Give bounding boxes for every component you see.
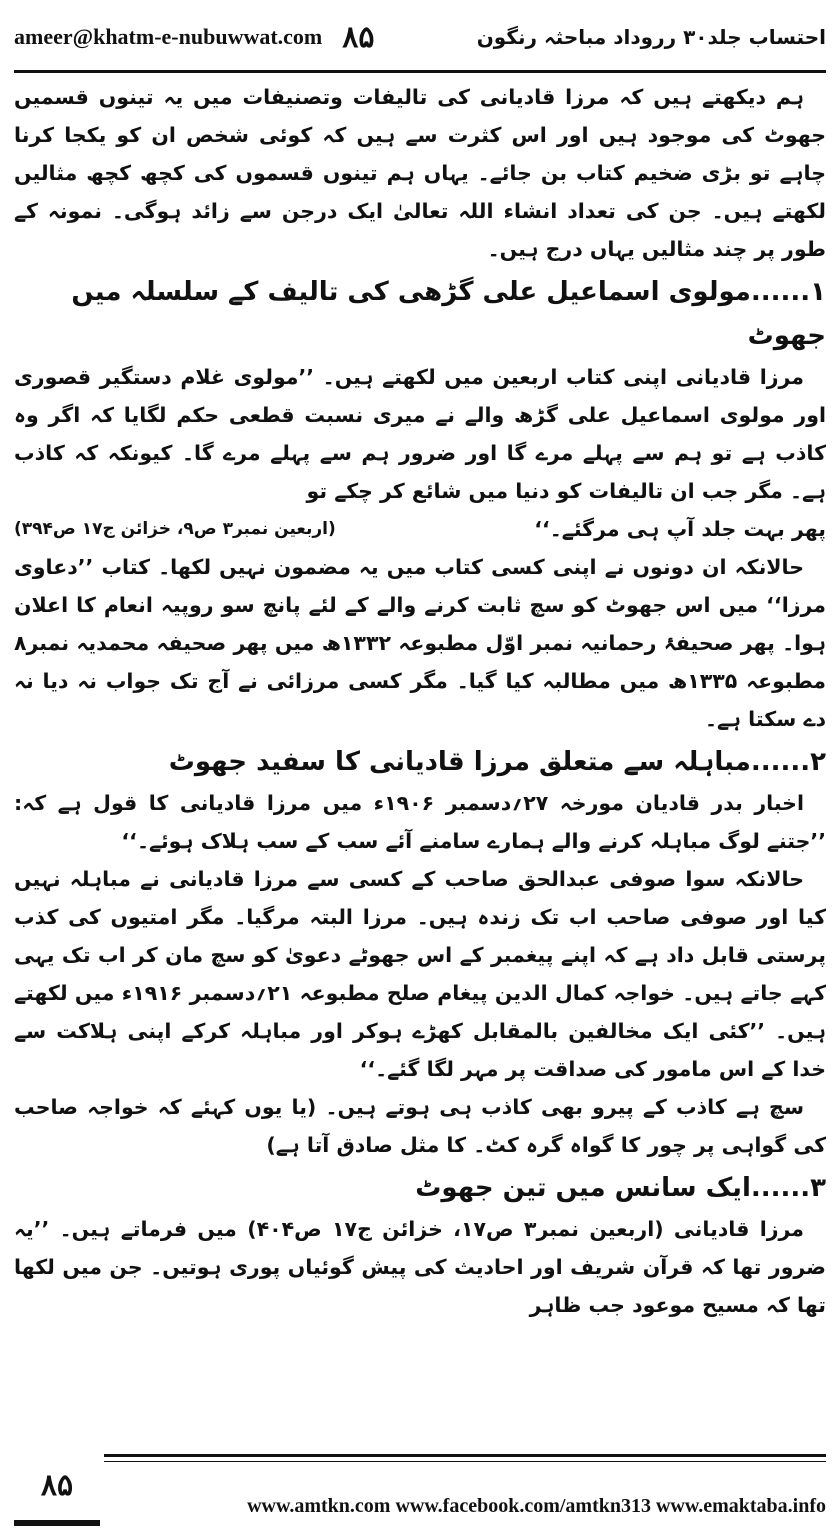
header-page-number: ۸۵: [342, 19, 375, 55]
header-divider: [14, 70, 826, 73]
quote-end-line: [14, 510, 826, 548]
heading-section-1: ۱......مولوی اسماعیل علی گڑھی کی تالیف کے سلسلہ میں جھوٹ: [71, 277, 826, 351]
paragraph-three-lies: مرزا قادیانی (اربعین نمبر۳ ص۱۷، خزائن ج۱۷ ص۴۰۴) میں فرماتے ہیں۔ ’’یہ ضرور تھا کہ قرآن شریف اور احادیث کی پیش گوئیاں پوری ہوتیں۔ جن میں لکھا تھا کہ مسیح موعود جب ظاہر: [14, 1217, 826, 1317]
footer-links[interactable]: www.amtkn.com www.facebook.com/amtkn313 www.emaktaba.info: [247, 1495, 826, 1517]
quote-end-text: پھر بہت جلد آپ ہی مرگئے۔‘‘: [534, 517, 826, 541]
citation-reference: (اربعین نمبر۳ ص۹، خزائن ج۱۷ ص۳۹۴): [14, 519, 336, 539]
footer-divider: [104, 1454, 826, 1457]
heading-section-2: ۲......مباہلہ سے متعلق مرزا قادیانی کا سفید جھوٹ: [168, 747, 826, 777]
book-title: احتساب جلد۳۰ رروداد مباحثہ رنگون: [476, 25, 826, 49]
paragraph-followers: سچ ہے کاذب کے پیرو بھی کاذب ہی ہوتے ہیں۔ (یا یوں کہئے کہ خواجہ صاحب کی گواہی پر چور کا گواہ گرہ کٹ۔ کا مثل صادق آتا ہے): [14, 1095, 826, 1157]
footer-divider-thin: [104, 1461, 826, 1462]
page-header: [14, 8, 826, 66]
heading-section-3: ۳......ایک سانس میں تین جھوٹ: [415, 1173, 826, 1203]
header-email[interactable]: ameer@khatm-e-nubuwwat.com: [14, 24, 323, 49]
header-left: [14, 20, 375, 55]
paragraph-rebuttal: حالانکہ ان دونوں نے اپنی کسی کتاب میں یہ مضمون نہیں لکھا۔ کتاب ’’دعاوی مرزا‘‘ میں اس جھوٹ کو سچ ثابت کرنے والے کے لئے پانچ سو روپیہ انعام کا اعلان ہوا۔ پھر صحیفۂ رحمانیہ نمبر اوّل مطبوعہ ۱۳۳۲ھ میں پھر صحیفہ محمدیہ نمبر۸ مطبوعہ ۱۳۳۵ھ میں مطالبہ کیا گیا۔ مگر کسی مرزائی نے آج تک جواب نہ دیا نہ دے سکتا ہے۔: [14, 555, 826, 731]
footer-page-number: ۸۵: [40, 1467, 74, 1503]
paragraph-badr-quote: اخبار بدر قادیان مورخہ ۲۷؍دسمبر ۱۹۰۶ء میں مرزا قادیانی کا قول ہے کہ: ’’جتنے لوگ مباہلہ کرنے والے ہمارے سامنے آئے سب کے سب ہلاک ہوئے۔‘‘: [14, 791, 826, 853]
footer-number-underline: [14, 1520, 100, 1526]
paragraph-sufi-abdulhaq: حالانکہ سوا صوفی عبدالحق صاحب کے کسی سے مرزا قادیانی نے مباہلہ نہیں کیا اور صوفی صاحب اب تک زندہ ہیں۔ مرزا البتہ مرگیا۔ مگر امتیوں کی کذب پرستی قابل داد ہے کہ اپنے پیغمبر کے اس جھوٹے دعویٰ کو سچ مان کر اب تک یہی کہے جاتے ہیں۔ خواجہ کمال الدین پیغام صلح مطبوعہ ۲۱؍دسمبر ۱۹۱۶ء میں لکھتے ہیں۔ ’’کئی ایک مخالفین بالمقابل کھڑے ہوکر اور مباہلہ کرکے اپنی ہلاکت سے خدا کے اس مامور کی صداقت پر مہر لگا گئے۔‘‘: [14, 867, 826, 1081]
page-footer: [14, 1454, 826, 1526]
main-text: [14, 78, 826, 1440]
paragraph-arbaeen-quote: مرزا قادیانی اپنی کتاب اربعین میں لکھتے ہیں۔ ’’مولوی غلام دستگیر قصوری اور مولوی اسماعیل علی گڑھ والے نے میری نسبت قطعی حکم لگایا کہ اگر وہ کاذب ہے تو ہم سے پہلے مرے گا اور ضرور ہم سے پہلے مرے گا۔ کیونکہ کہ کاذب ہے۔ مگر جب ان تالیفات کو دنیا میں شائع کر چکے تو: [14, 365, 826, 503]
paragraph-intro: ہم دیکھتے ہیں کہ مرزا قادیانی کی تالیفات وتصنیفات میں یہ تینوں قسمیں جھوٹ کی موجود ہیں اور اس کثرت سے ہیں کہ کوئی شخص ان کو یکجا کرنا چاہے تو بڑی ضخیم کتاب بن جائے۔ یہاں ہم تینوں قسموں کی کچھ کچھ مثالیں لکھتے ہیں۔ جن کی تعداد انشاء اللہ تعالیٰ ایک درجن سے زائد ہوگی۔ نمونہ کے طور پر چند مثالیں یہاں درج ہیں۔: [14, 85, 826, 261]
